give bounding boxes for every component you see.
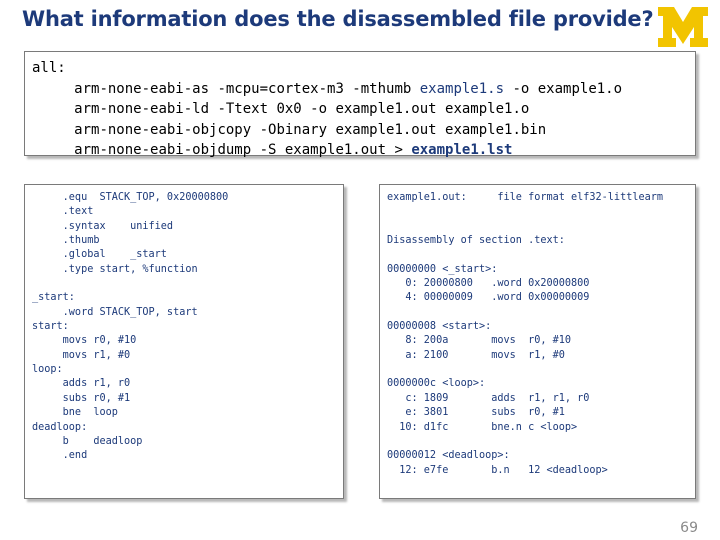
source-line: start:	[32, 321, 69, 333]
source-line: .thumb	[32, 235, 100, 247]
source-line: b deadloop	[32, 435, 143, 447]
listing-line	[387, 363, 695, 377]
source-line: .text	[32, 206, 94, 218]
objdump-command-text: arm-none-eabi-objdump -S example1.out >	[74, 142, 412, 158]
source-code-box	[24, 184, 344, 499]
source-line: movs r0, #10	[32, 335, 137, 347]
listing-line: 4: 00000009 .word 0x00000009	[387, 292, 590, 304]
listing-line: 00000008 <start>:	[387, 321, 492, 333]
source-line: deadloop:	[32, 421, 88, 433]
listing-line	[387, 248, 695, 262]
source-file-highlight: example1.s	[419, 80, 505, 97]
makefile-target: all:	[32, 60, 66, 76]
source-line: .type start, %function	[32, 263, 198, 275]
listing-line: 12: e7fe b.n 12 <deadloop>	[387, 464, 608, 476]
listing-line: 0000000c <loop>:	[387, 378, 486, 390]
block-m-logo	[657, 6, 709, 48]
source-line: .syntax unified	[32, 220, 174, 232]
listing-line	[387, 306, 695, 320]
listing-line: 8: 200a movs r0, #10	[387, 335, 572, 347]
listing-line: c: 1809 adds r1, r1, r0	[387, 392, 590, 404]
source-line: .word STACK_TOP, start	[32, 306, 198, 318]
listing-line: example1.out: file format elf32-littlearm	[387, 192, 664, 203]
listing-line: 0: 20000800 .word 0x20000800	[387, 278, 590, 290]
listing-file-highlight: example1.lst	[411, 142, 513, 158]
source-line: subs r0, #1	[32, 392, 131, 404]
listing-line: Disassembly of section .text:	[387, 235, 565, 247]
source-line	[32, 277, 343, 291]
listing-line	[387, 435, 695, 449]
listing-line	[387, 205, 695, 219]
listing-line: e: 3801 subs r0, #1	[387, 407, 565, 419]
listing-line: 00000000 <_start>:	[387, 263, 498, 275]
link-command-text: arm-none-eabi-ld -Ttext 0x0 -o example1.out example1.o	[74, 101, 530, 117]
disassembly-listing-box	[379, 184, 696, 499]
source-line: .equ STACK_TOP, 0x20000800	[32, 192, 229, 203]
source-line: adds r1, r0	[32, 378, 131, 390]
source-line: loop:	[32, 364, 63, 376]
assemble-command-text: arm-none-eabi-as -mcpu=cortex-m3 -mthumb	[74, 80, 420, 97]
assemble-command-output: -o example1.o	[504, 80, 623, 97]
listing-line: a: 2100 movs r1, #0	[387, 349, 565, 361]
source-line: .global _start	[32, 249, 167, 261]
objdump-command	[32, 140, 695, 161]
source-line: .end	[32, 450, 88, 462]
assemble-command	[32, 79, 695, 100]
source-line: bne loop	[32, 407, 118, 419]
listing-line: 00000012 <deadloop>:	[387, 450, 510, 462]
objcopy-command-text: arm-none-eabi-objcopy -Obinary example1.out example1.bin	[74, 121, 547, 138]
makefile-box	[24, 51, 696, 156]
listing-line	[387, 220, 695, 234]
objcopy-command	[32, 120, 695, 141]
slide-title: What information does the disassembled file provide?	[22, 7, 654, 31]
page-number: 69	[680, 520, 698, 536]
listing-line: 10: d1fc bne.n c <loop>	[387, 421, 578, 433]
source-line: movs r1, #0	[32, 349, 131, 361]
source-line: _start:	[32, 292, 75, 304]
link-command	[32, 99, 695, 120]
